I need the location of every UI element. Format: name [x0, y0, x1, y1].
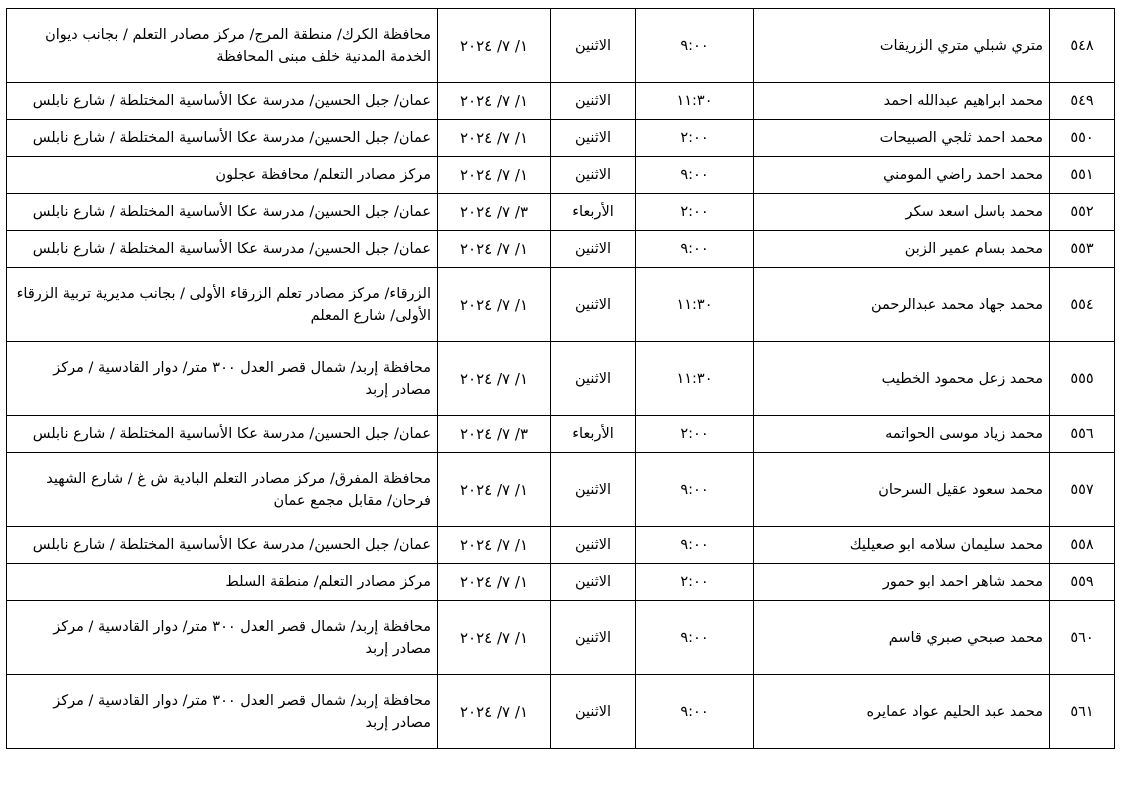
appointment-date: ٣/ ٧/ ٢٠٢٤ [438, 416, 551, 453]
row-number: ٥٥١ [1050, 157, 1115, 194]
appointment-day: الاثنين [551, 675, 636, 749]
appointment-date: ١/ ٧/ ٢٠٢٤ [438, 675, 551, 749]
appointment-time: ٢:٠٠ [636, 194, 754, 231]
row-number: ٥٥٦ [1050, 416, 1115, 453]
appointment-date: ١/ ٧/ ٢٠٢٤ [438, 268, 551, 342]
appointment-day: الاثنين [551, 83, 636, 120]
row-number: ٥٥٧ [1050, 453, 1115, 527]
appointment-location: عمان/ جبل الحسين/ مدرسة عكا الأساسية المختلطة / شارع نابلس [7, 527, 438, 564]
appointment-location: محافظة المفرق/ مركز مصادر التعلم البادية ش غ / شارع الشهيد فرحان/ مقابل مجمع عمان [7, 453, 438, 527]
appointment-time: ٩:٠٠ [636, 601, 754, 675]
table-row [7, 9, 1115, 83]
appointment-time: ٩:٠٠ [636, 453, 754, 527]
person-name: محمد سعود عقيل السرحان [754, 453, 1050, 527]
person-name: محمد صبحي صبري قاسم [754, 601, 1050, 675]
table-row [7, 453, 1115, 527]
row-number: ٥٥٤ [1050, 268, 1115, 342]
table-row [7, 416, 1115, 453]
appointment-date: ١/ ٧/ ٢٠٢٤ [438, 157, 551, 194]
row-number: ٥٥٩ [1050, 564, 1115, 601]
person-name: محمد شاهر احمد ابو حمور [754, 564, 1050, 601]
appointment-time: ٩:٠٠ [636, 675, 754, 749]
row-number: ٥٥٥ [1050, 342, 1115, 416]
table-row [7, 157, 1115, 194]
appointment-time: ٢:٠٠ [636, 416, 754, 453]
person-name: محمد عبد الحليم عواد عمايره [754, 675, 1050, 749]
appointment-location: محافظة إربد/ شمال قصر العدل ٣٠٠ متر/ دوار القادسية / مركز مصادر إربد [7, 601, 438, 675]
appointment-date: ١/ ٧/ ٢٠٢٤ [438, 342, 551, 416]
person-name: محمد بسام عمير الزبن [754, 231, 1050, 268]
appointment-day: الاثنين [551, 231, 636, 268]
appointment-date: ١/ ٧/ ٢٠٢٤ [438, 453, 551, 527]
appointment-time: ٩:٠٠ [636, 9, 754, 83]
appointment-location: عمان/ جبل الحسين/ مدرسة عكا الأساسية المختلطة / شارع نابلس [7, 416, 438, 453]
appointment-location: مركز مصادر التعلم/ منطقة السلط [7, 564, 438, 601]
appointment-time: ٢:٠٠ [636, 120, 754, 157]
appointment-location: عمان/ جبل الحسين/ مدرسة عكا الأساسية المختلطة / شارع نابلس [7, 83, 438, 120]
table-row [7, 120, 1115, 157]
appointment-day: الاثنين [551, 527, 636, 564]
appointment-date: ١/ ٧/ ٢٠٢٤ [438, 601, 551, 675]
appointment-day: الاثنين [551, 9, 636, 83]
appointment-day: الاثنين [551, 268, 636, 342]
row-number: ٥٤٩ [1050, 83, 1115, 120]
appointment-location: محافظة الكرك/ منطقة المرج/ مركز مصادر التعلم / بجانب ديوان الخدمة المدنية خلف مبنى المحافظة [7, 9, 438, 83]
appointment-time: ٩:٠٠ [636, 157, 754, 194]
table-row [7, 231, 1115, 268]
appointment-time: ١١:٣٠ [636, 342, 754, 416]
appointment-day: الاثنين [551, 120, 636, 157]
table-row [7, 601, 1115, 675]
table-row [7, 194, 1115, 231]
person-name: محمد سليمان سلامه ابو صعيليك [754, 527, 1050, 564]
person-name: محمد احمد ثلجي الصبيحات [754, 120, 1050, 157]
appointment-day: الاثنين [551, 342, 636, 416]
appointment-date: ١/ ٧/ ٢٠٢٤ [438, 564, 551, 601]
appointment-date: ١/ ٧/ ٢٠٢٤ [438, 231, 551, 268]
appointment-location: محافظة إربد/ شمال قصر العدل ٣٠٠ متر/ دوار القادسية / مركز مصادر إربد [7, 342, 438, 416]
schedule-table [6, 8, 1115, 749]
row-number: ٥٦٠ [1050, 601, 1115, 675]
person-name: محمد ابراهيم عبدالله احمد [754, 83, 1050, 120]
appointment-date: ١/ ٧/ ٢٠٢٤ [438, 83, 551, 120]
appointment-location: عمان/ جبل الحسين/ مدرسة عكا الأساسية المختلطة / شارع نابلس [7, 194, 438, 231]
person-name: متري شبلي متري الزريقات [754, 9, 1050, 83]
table-row [7, 83, 1115, 120]
row-number: ٥٥٢ [1050, 194, 1115, 231]
appointment-time: ٢:٠٠ [636, 564, 754, 601]
table-row [7, 527, 1115, 564]
appointment-time: ٩:٠٠ [636, 527, 754, 564]
row-number: ٥٥٨ [1050, 527, 1115, 564]
appointment-day: الاثنين [551, 157, 636, 194]
appointment-location: مركز مصادر التعلم/ محافظة عجلون [7, 157, 438, 194]
table-row [7, 675, 1115, 749]
table-row [7, 342, 1115, 416]
person-name: محمد جهاد محمد عبدالرحمن [754, 268, 1050, 342]
appointment-day: الاثنين [551, 453, 636, 527]
row-number: ٥٥٣ [1050, 231, 1115, 268]
appointment-location: محافظة إربد/ شمال قصر العدل ٣٠٠ متر/ دوار القادسية / مركز مصادر إربد [7, 675, 438, 749]
person-name: محمد احمد راضي المومني [754, 157, 1050, 194]
row-number: ٥٤٨ [1050, 9, 1115, 83]
schedule-body [7, 9, 1115, 749]
appointment-day: الأربعاء [551, 416, 636, 453]
appointment-day: الاثنين [551, 601, 636, 675]
appointment-time: ١١:٣٠ [636, 268, 754, 342]
table-row [7, 268, 1115, 342]
person-name: محمد باسل اسعد سكر [754, 194, 1050, 231]
appointment-time: ٩:٠٠ [636, 231, 754, 268]
appointment-location: عمان/ جبل الحسين/ مدرسة عكا الأساسية المختلطة / شارع نابلس [7, 120, 438, 157]
person-name: محمد زياد موسى الحواتمه [754, 416, 1050, 453]
appointment-date: ١/ ٧/ ٢٠٢٤ [438, 120, 551, 157]
person-name: محمد زعل محمود الخطيب [754, 342, 1050, 416]
row-number: ٥٥٠ [1050, 120, 1115, 157]
appointment-day: الاثنين [551, 564, 636, 601]
table-row [7, 564, 1115, 601]
appointment-day: الأربعاء [551, 194, 636, 231]
appointment-date: ١/ ٧/ ٢٠٢٤ [438, 9, 551, 83]
appointment-date: ٣/ ٧/ ٢٠٢٤ [438, 194, 551, 231]
row-number: ٥٦١ [1050, 675, 1115, 749]
appointment-date: ١/ ٧/ ٢٠٢٤ [438, 527, 551, 564]
appointment-location: الزرقاء/ مركز مصادر تعلم الزرقاء الأولى / بجانب مديرية تربية الزرقاء الأولى/ شارع المعلم [7, 268, 438, 342]
appointment-location: عمان/ جبل الحسين/ مدرسة عكا الأساسية المختلطة / شارع نابلس [7, 231, 438, 268]
appointment-time: ١١:٣٠ [636, 83, 754, 120]
